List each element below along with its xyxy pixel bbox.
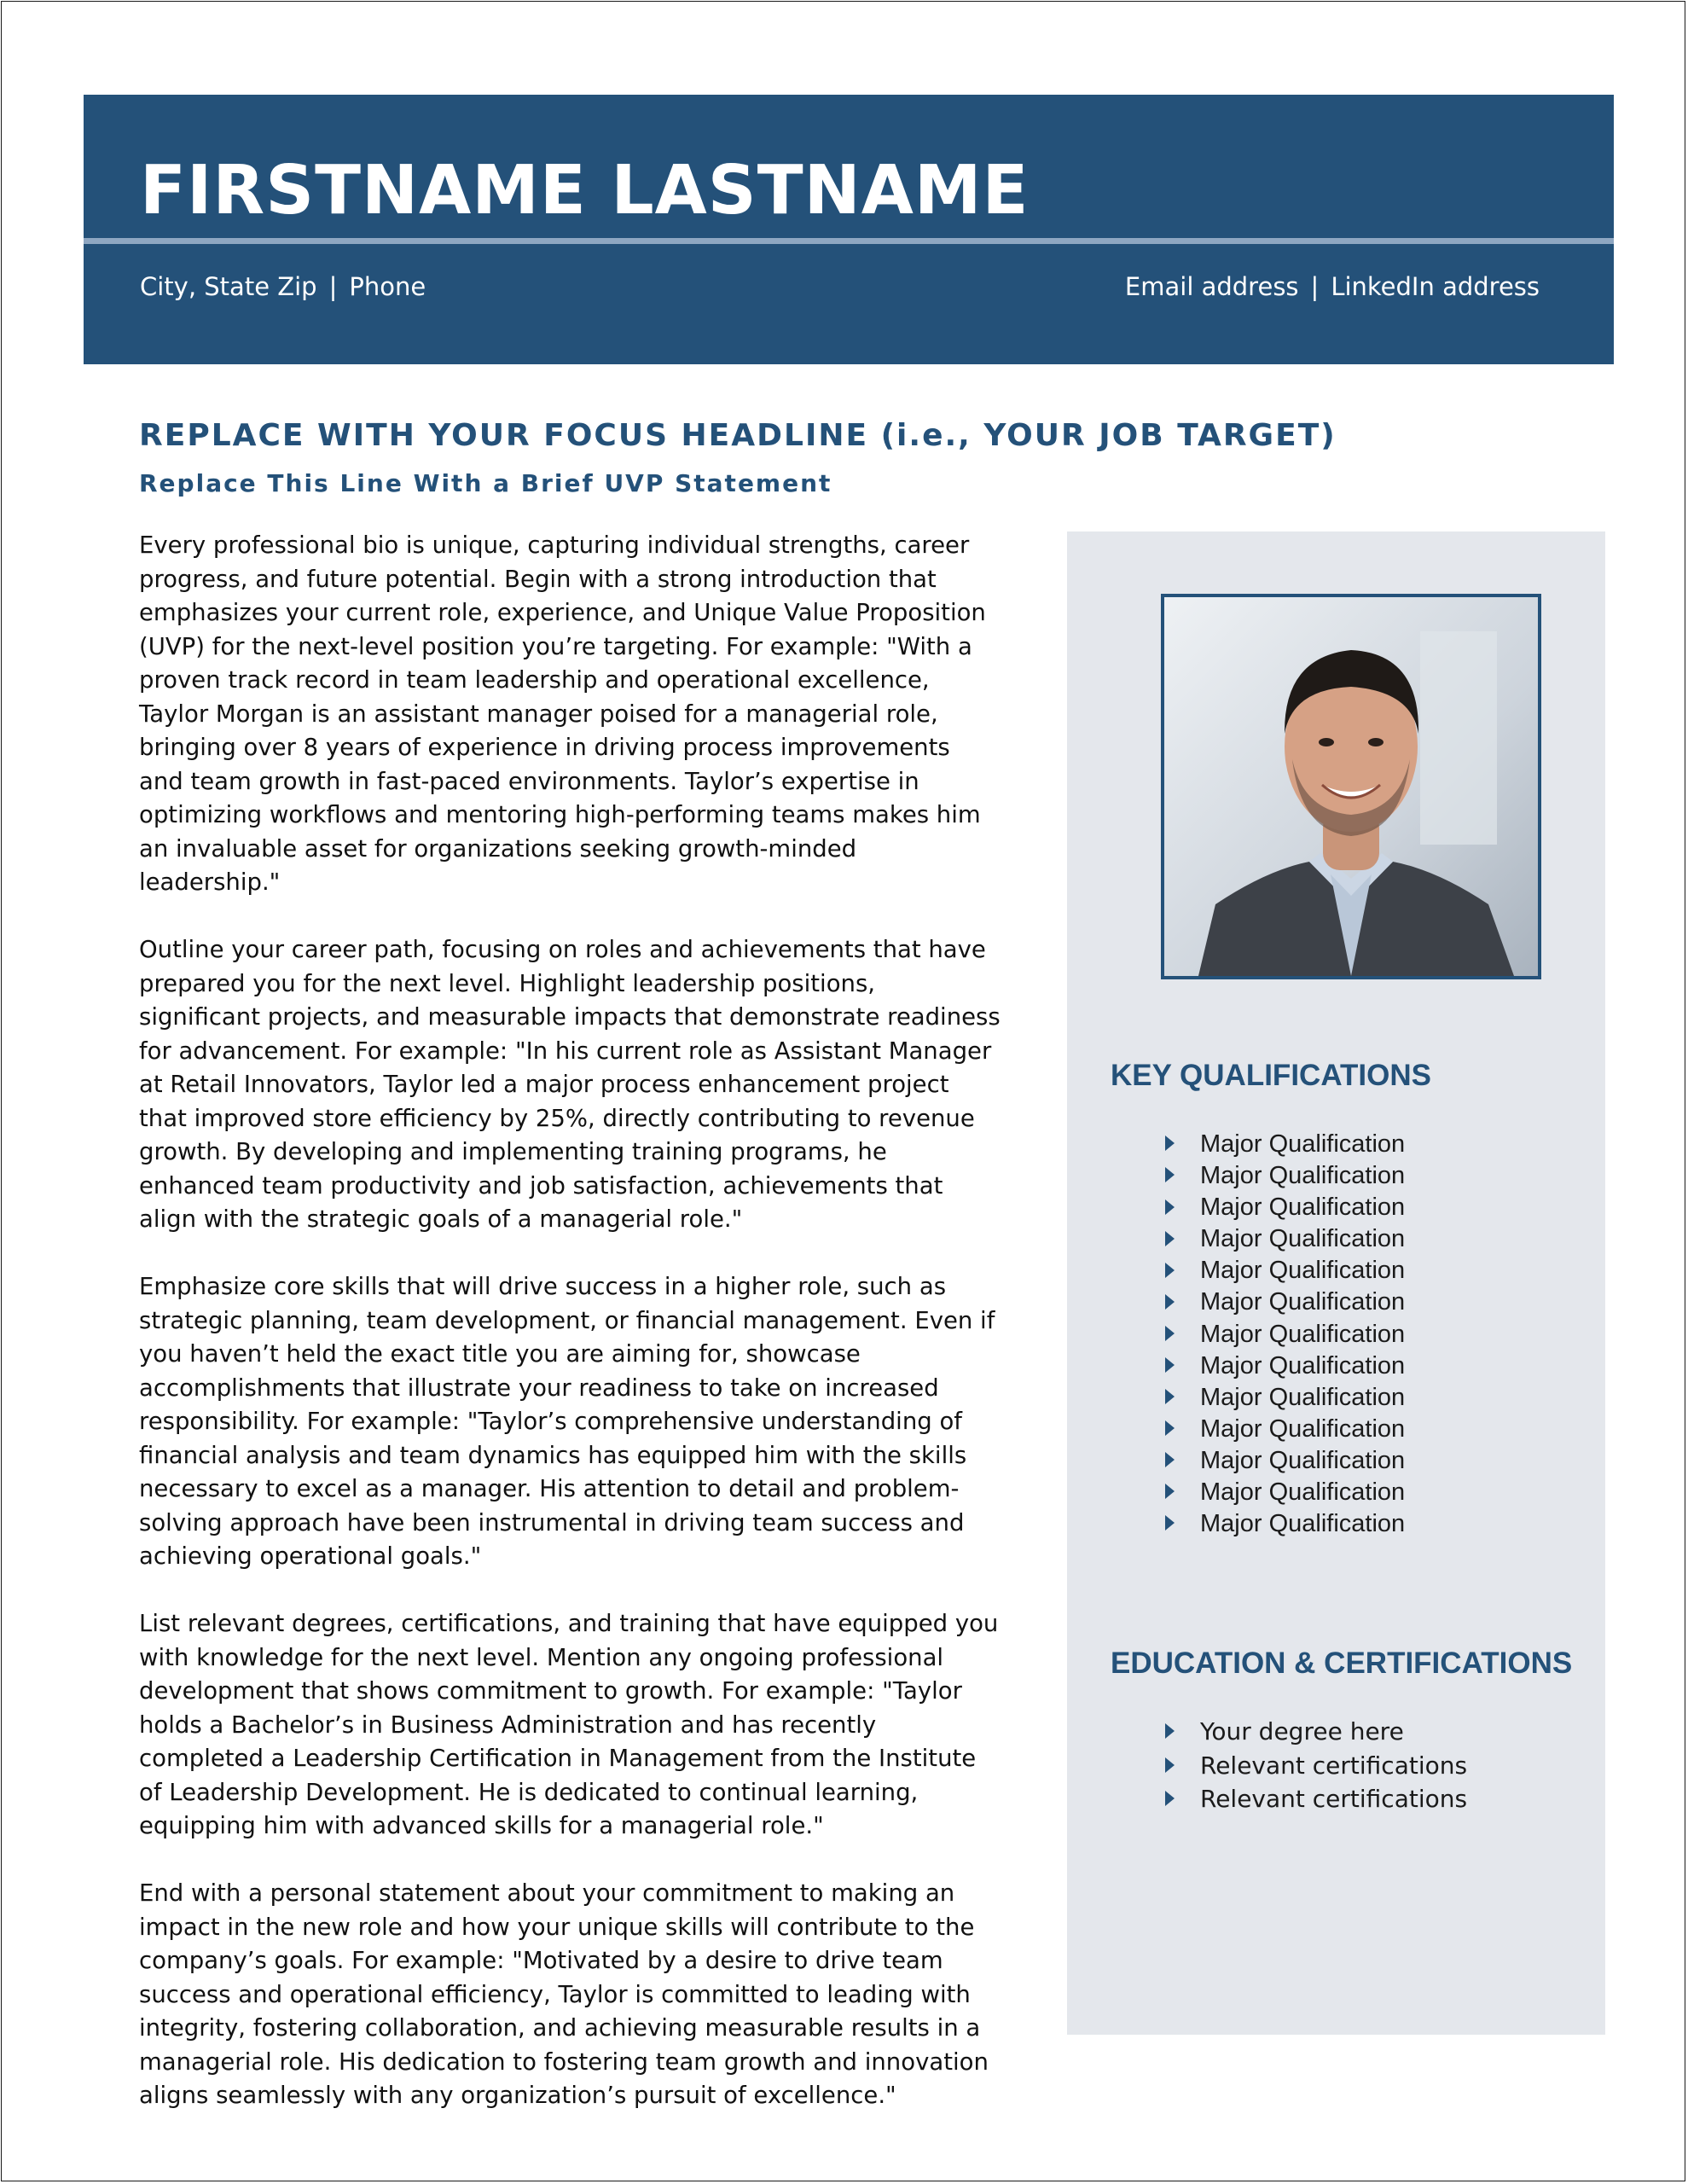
triangle-right-icon [1165,1484,1175,1499]
list-item [1165,1782,1467,1816]
qualification-text: Major Qualification [1200,1162,1406,1190]
contact-separator: | [328,272,338,301]
list-item [1165,1508,1405,1540]
qualification-text: Major Qualification [1200,1383,1406,1411]
triangle-right-icon [1165,1791,1175,1806]
bio-body [139,529,1001,2146]
qualification-text: Major Qualification [1200,1288,1406,1316]
education-title: EDUCATION & CERTIFICATIONS [1111,1647,1573,1680]
list-item [1165,1350,1405,1382]
qualification-text: Major Qualification [1200,1478,1406,1507]
list-item [1165,1749,1467,1783]
location-text: City, State Zip [140,272,317,301]
list-item [1165,1382,1405,1414]
qualifications-title: KEY QUALIFICATIONS [1111,1059,1431,1092]
uvp-statement: Replace This Line With a Brief UVP Statement [139,469,832,497]
contact-right [1125,272,1540,301]
triangle-right-icon [1165,1452,1175,1467]
triangle-right-icon [1165,1326,1175,1341]
list-item [1165,1192,1405,1223]
focus-headline: REPLACE WITH YOUR FOCUS HEADLINE (i.e., YOUR JOB TARGET) [139,418,1337,453]
qualifications-list [1165,1129,1405,1540]
education-list [1165,1715,1467,1816]
bio-paragraph: End with a personal statement about your commitment to making an impact in the new role and how your unique skills will contribute to the company’s goals. For example: "Motivated by a desire to drive team success and operational efficiency, Taylor is committed to leading with integrity, fostering collaboration, and achieving measurable results in a managerial role. His dedication to fostering team growth and innovation aligns seamlessly with any organization’s pursuit of excellence." [139,1879,989,2109]
list-item [1165,1160,1405,1192]
qualification-text: Major Qualification [1200,1320,1406,1348]
education-text: Your degree here [1200,1717,1404,1745]
qualification-text: Major Qualification [1200,1446,1406,1474]
triangle-right-icon [1165,1199,1175,1215]
list-item [1165,1255,1405,1287]
triangle-right-icon [1165,1294,1175,1310]
phone-text: Phone [349,272,426,301]
education-text: Relevant certifications [1200,1785,1468,1813]
bio-paragraph: List relevant degrees, certifications, and training that have equipped you with knowledge for the next level. Mention any ongoing professional development that shows commitment to growth. For example: "Taylor holds a Bachelor’s in Business Administration and has recently completed a Leadership Certification in Management from the Institute of Leadership Development. He is dedicated to continual learning, equipping him with advanced skills for a managerial role." [139,1610,999,1839]
portrait-photo [1161,594,1541,979]
bio-paragraph: Outline your career path, focusing on roles and achievements that have prepared you for the next level. Highlight leadership positions, significant projects, and measurable impacts that demonstrate readiness for advancement. For example: "In his current role as Assistant Manager at Retail Innovators, Taylor led a major process enhancement project that improved store efficiency by 25%, directly contributing to revenue growth. By developing and implementing training programs, he enhanced team productivity and job satisfaction, achievements that align with the strategic goals of a managerial role." [139,936,1001,1233]
triangle-right-icon [1165,1231,1175,1246]
list-item [1165,1319,1405,1350]
triangle-right-icon [1165,1420,1175,1436]
triangle-right-icon [1165,1389,1175,1404]
sidebar [1067,531,1605,2035]
triangle-right-icon [1165,1357,1175,1373]
qualification-text: Major Qualification [1200,1225,1406,1253]
education-text: Relevant certifications [1200,1751,1468,1780]
list-item [1165,1477,1405,1508]
portrait-illustration [1164,597,1538,976]
qualification-text: Major Qualification [1200,1351,1406,1380]
triangle-right-icon [1165,1136,1175,1151]
bio-paragraph: Emphasize core skills that will drive success in a higher role, such as strategic planning, team development, or financial management. Even if you haven’t held the exact title you are aiming for, showcase accomplishments that illustrate your readiness to take on increased responsibility. For example: "Taylor’s comprehensive understanding of financial analysis and team dynamics has equipped him with the skills necessary to excel as a manager. His attention to detail and problem-solving approach have been instrumental in driving team success and achieving operational goals." [139,1273,995,1570]
triangle-right-icon [1165,1515,1175,1531]
list-item [1165,1223,1405,1255]
triangle-right-icon [1165,1167,1175,1182]
bio-paragraph: Every professional bio is unique, capturing individual strengths, career progress, and future potential. Begin with a strong introduction that emphasizes your current role, experience, and Unique Value Proposition (UVP) for the next-level position you’re targeting. For example: "With a proven track record in team leadership and operational excellence, Taylor Morgan is an assistant manager poised for a managerial role, bringing over 8 years of experience in driving process improvements and team growth in fast-paced environments. Taylor’s expertise in optimizing workflows and mentoring high-performing teams makes him an invaluable asset for organizations seeking growth-minded leadership." [139,531,986,896]
triangle-right-icon [1165,1757,1175,1773]
contact-left [140,272,426,301]
list-item [1165,1414,1405,1445]
email-link[interactable]: Email address [1124,272,1299,301]
list-item [1165,1287,1405,1318]
linkedin-link[interactable]: LinkedIn address [1331,272,1540,301]
contact-separator: | [1310,272,1320,301]
qualification-text: Major Qualification [1200,1257,1406,1285]
list-item [1165,1445,1405,1477]
list-item [1165,1715,1467,1749]
candidate-name: FIRSTNAME LASTNAME [140,151,1030,229]
qualification-text: Major Qualification [1200,1194,1406,1222]
header-divider [84,238,1614,244]
triangle-right-icon [1165,1723,1175,1739]
header-banner [84,95,1614,364]
qualification-text: Major Qualification [1200,1414,1406,1443]
triangle-right-icon [1165,1263,1175,1278]
qualification-text: Major Qualification [1200,1130,1406,1158]
list-item [1165,1129,1405,1160]
qualification-text: Major Qualification [1200,1510,1406,1538]
